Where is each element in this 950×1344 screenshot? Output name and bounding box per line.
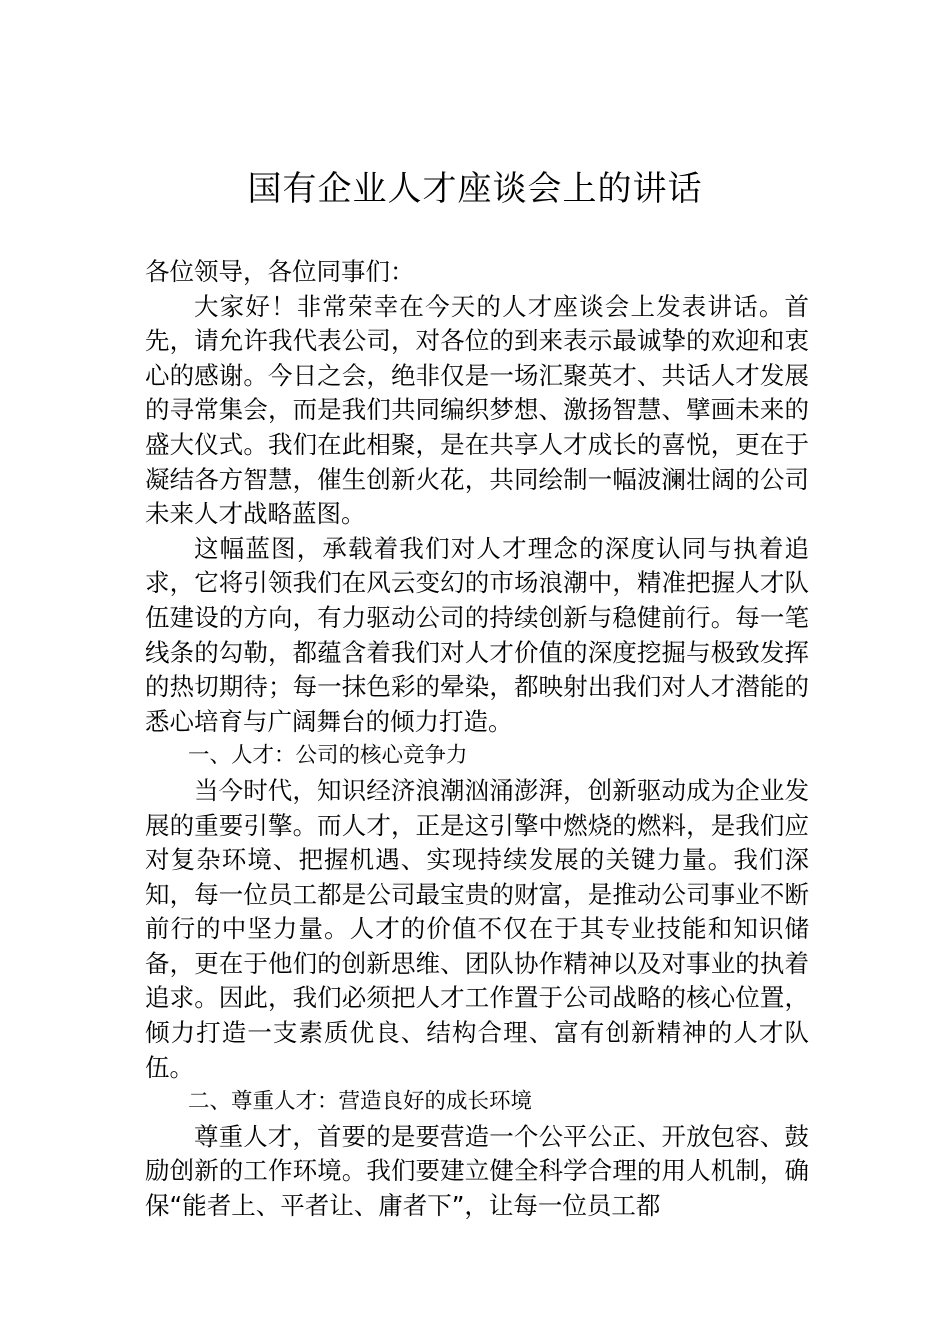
intro-paragraph-2: 这幅蓝图，承载着我们对人才理念的深度认同与执着追求，它将引领我们在风云变幻的市场浪潮中，精准把握人才队伍建设的方向，有力驱动公司的持续创新与稳健前行。每一笔线条的勾勒，都蕴含着我们对人才价值的深度挖掘与极致发挥的热切期待；每一抹色彩的晕染，都映射出我们对人才潜能的悉心培育与广阔舞台的倾力打造。 [145, 533, 809, 736]
section-2-paragraph: 尊重人才，首要的是要营造一个公平公正、开放包容、鼓励创新的工作环境。我们要建立健全科学合理的用人机制，确保“能者上、平者让、庸者下”，让每一位员工都 [145, 1121, 809, 1221]
document-title: 国有企业人才座谈会上的讲话 [247, 169, 703, 209]
section-2-heading: 二、尊重人才：营造良好的成长环境 [188, 1089, 533, 1115]
intro-paragraph-1: 大家好！非常荣幸在今天的人才座谈会上发表讲话。首先，请允许我代表公司，对各位的到来表示最诚挚的欢迎和衷心的感谢。今日之会，绝非仅是一场汇聚英才、共话人才发展的寻常集会，而是我们共同编织梦想、激扬智慧、擘画未来的盛大仪式。我们在此相聚，是在共享人才成长的喜悦，更在于凝结各方智慧，催生创新火花，共同绘制一幅波澜壮阔的公司未来人才战略蓝图。 [145, 291, 809, 529]
section-1-heading: 一、人才：公司的核心竞争力 [188, 743, 468, 769]
document-body [145, 255, 809, 1224]
section-1-paragraph: 当今时代，知识经济浪潮汹涌澎湃，创新驱动成为企业发展的重要引擎。而人才，正是这引擎中燃烧的燃料，是我们应对复杂环境、把握机遇、实现持续发展的关键力量。我们深知，每一位员工都是公司最宝贵的财富，是推动公司事业不断前行的中坚力量。人才的价值不仅在于其专业技能和知识储备，更在于他们的创新思维、团队协作精神以及对事业的执着追求。因此，我们必须把人才工作置于公司战略的核心位置，倾力打造一支素质优良、结构合理、富有创新精神的人才队伍。 [145, 775, 809, 1082]
salutation: 各位领导，各位同事们： [145, 257, 415, 286]
